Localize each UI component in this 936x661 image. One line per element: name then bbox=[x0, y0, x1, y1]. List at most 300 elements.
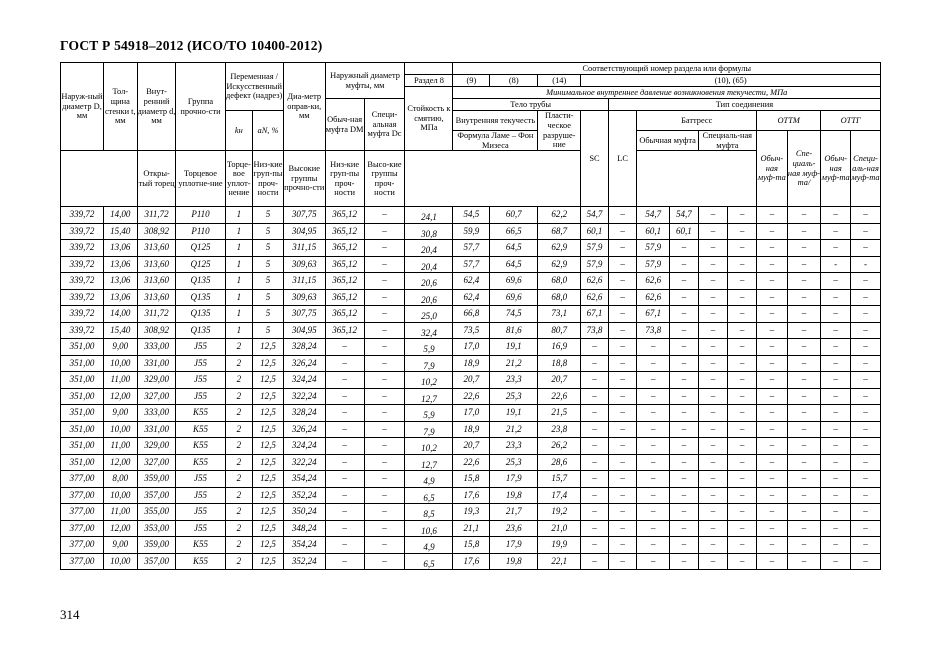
table-cell: 73,8 bbox=[581, 322, 609, 339]
table-row bbox=[61, 273, 881, 290]
table-cell: – bbox=[698, 454, 728, 471]
table-cell: 15,7 bbox=[538, 471, 581, 488]
table-cell: – bbox=[851, 405, 881, 422]
table-cell: – bbox=[851, 306, 881, 323]
table-cell: 329,00 bbox=[137, 438, 176, 455]
table-cell: 68,0 bbox=[538, 289, 581, 306]
table-cell: 331,00 bbox=[137, 421, 176, 438]
table-cell: 350,24 bbox=[283, 504, 325, 521]
table-cell: – bbox=[821, 240, 851, 257]
table-cell: 20,6 bbox=[405, 289, 453, 306]
table-cell: 5,9 bbox=[405, 405, 453, 422]
table-cell: – bbox=[698, 438, 728, 455]
table-cell: – bbox=[364, 322, 405, 339]
table-cell: – bbox=[787, 355, 821, 372]
table-cell: 18,9 bbox=[453, 355, 490, 372]
table-cell: – bbox=[698, 520, 728, 537]
table-cell: 5 bbox=[253, 289, 284, 306]
table-cell: 22,1 bbox=[538, 553, 581, 570]
table-cell: 62,4 bbox=[453, 273, 490, 290]
table-cell: 64,5 bbox=[490, 240, 538, 257]
table-cell: – bbox=[698, 372, 728, 389]
table-cell: 11,00 bbox=[103, 504, 137, 521]
table-cell: – bbox=[608, 306, 637, 323]
table-row bbox=[61, 355, 881, 372]
table-cell: 351,00 bbox=[61, 388, 104, 405]
table-cell: – bbox=[728, 273, 757, 290]
table-cell: 12,00 bbox=[103, 454, 137, 471]
table-cell: 351,00 bbox=[61, 454, 104, 471]
table-cell: 62,9 bbox=[538, 256, 581, 273]
table-row bbox=[61, 207, 881, 224]
table-cell: 15,8 bbox=[453, 471, 490, 488]
lame-mises: Формула Ламе – Фон Мизеса bbox=[453, 131, 538, 151]
table-cell: – bbox=[756, 421, 787, 438]
table-cell: 62,6 bbox=[637, 273, 670, 290]
table-cell: – bbox=[581, 388, 609, 405]
table-cell: – bbox=[364, 256, 405, 273]
table-cell: 327,00 bbox=[137, 454, 176, 471]
table-cell: 12,5 bbox=[253, 454, 284, 471]
table-cell: – bbox=[821, 223, 851, 240]
table-cell: K55 bbox=[176, 553, 225, 570]
table-cell: – bbox=[364, 306, 405, 323]
table-cell: J55 bbox=[176, 504, 225, 521]
table-cell: – bbox=[821, 306, 851, 323]
table-cell: – bbox=[821, 273, 851, 290]
table-row bbox=[61, 256, 881, 273]
col-coupling-od: Наружный диаметр муфты, мм bbox=[325, 63, 405, 99]
table-row bbox=[61, 240, 881, 257]
table-cell: 57,7 bbox=[453, 240, 490, 257]
table-cell: – bbox=[364, 520, 405, 537]
table-cell: 1 bbox=[225, 223, 253, 240]
ref-9: (9) bbox=[453, 75, 490, 87]
document-title: ГОСТ Р 54918–2012 (ИСО/ТО 10400-2012) bbox=[60, 38, 323, 53]
table-cell: 21,0 bbox=[538, 520, 581, 537]
table-cell: – bbox=[851, 207, 881, 224]
table-cell: – bbox=[756, 273, 787, 290]
table-cell: – bbox=[364, 405, 405, 422]
table-cell: – bbox=[851, 273, 881, 290]
table-cell: – bbox=[581, 520, 609, 537]
table-row bbox=[61, 289, 881, 306]
ottg-regular: Обыч-ная муф-та bbox=[821, 131, 851, 207]
table-cell: 327,00 bbox=[137, 388, 176, 405]
table-cell: – bbox=[325, 405, 364, 422]
table-cell: 68,0 bbox=[538, 273, 581, 290]
table-cell: – bbox=[608, 471, 637, 488]
table-cell: 32,4 bbox=[405, 322, 453, 339]
table-cell: – bbox=[670, 355, 699, 372]
table-cell: – bbox=[698, 355, 728, 372]
table-cell: – bbox=[608, 504, 637, 521]
table-cell: – bbox=[637, 553, 670, 570]
col-formula-ref: Соответствующий номер раздела или формулы bbox=[453, 63, 881, 75]
table-cell: – bbox=[698, 537, 728, 554]
table-cell: – bbox=[851, 322, 881, 339]
table-cell: 5 bbox=[253, 322, 284, 339]
table-cell: 351,00 bbox=[61, 339, 104, 356]
table-cell: 69,6 bbox=[490, 289, 538, 306]
table-cell: – bbox=[364, 454, 405, 471]
table-cell: – bbox=[787, 388, 821, 405]
table-cell: 19,9 bbox=[538, 537, 581, 554]
table-cell: K55 bbox=[176, 405, 225, 422]
table-cell: 62,6 bbox=[637, 289, 670, 306]
table-cell: – bbox=[728, 471, 757, 488]
table-cell: 351,00 bbox=[61, 355, 104, 372]
table-cell: – bbox=[670, 256, 699, 273]
table-cell: – bbox=[325, 339, 364, 356]
table-cell: 12,5 bbox=[253, 487, 284, 504]
table-cell: – bbox=[787, 405, 821, 422]
table-cell: – bbox=[821, 405, 851, 422]
table-cell: – bbox=[756, 223, 787, 240]
table-cell: – bbox=[728, 421, 757, 438]
table-cell: – bbox=[698, 223, 728, 240]
table-cell: 5,9 bbox=[405, 339, 453, 356]
table-cell: – bbox=[364, 207, 405, 224]
table-cell: – bbox=[608, 487, 637, 504]
table-cell: – bbox=[608, 207, 637, 224]
table-cell: – bbox=[364, 537, 405, 554]
table-cell: – bbox=[581, 421, 609, 438]
table-cell: 12,5 bbox=[253, 537, 284, 554]
table-cell: – bbox=[364, 438, 405, 455]
table-row bbox=[61, 438, 881, 455]
table-cell: 355,00 bbox=[137, 504, 176, 521]
table-cell: 2 bbox=[225, 504, 253, 521]
col-sc: SC bbox=[581, 111, 609, 207]
col-grade: Группа прочно-сти bbox=[176, 63, 225, 151]
table-cell: – bbox=[581, 487, 609, 504]
table-cell: – bbox=[581, 504, 609, 521]
table-cell: 339,72 bbox=[61, 207, 104, 224]
table-cell: 62,9 bbox=[538, 240, 581, 257]
table-cell: – bbox=[637, 471, 670, 488]
table-cell: 12,00 bbox=[103, 388, 137, 405]
table-cell: 12,5 bbox=[253, 421, 284, 438]
table-cell: 60,1 bbox=[670, 223, 699, 240]
table-cell: 311,15 bbox=[283, 240, 325, 257]
table-cell: – bbox=[325, 372, 364, 389]
table-cell: 57,9 bbox=[581, 240, 609, 257]
table-cell: – bbox=[670, 405, 699, 422]
table-cell: 12,00 bbox=[103, 520, 137, 537]
ottm-regular: Обыч-ная муф-та bbox=[756, 131, 787, 207]
table-cell: 308,92 bbox=[137, 223, 176, 240]
table-cell: 7,9 bbox=[405, 355, 453, 372]
table-cell: - bbox=[821, 256, 851, 273]
table-cell: – bbox=[670, 421, 699, 438]
table-cell: – bbox=[325, 471, 364, 488]
table-cell: – bbox=[787, 256, 821, 273]
col-btr-low: Низ-кие груп-пы проч-ности bbox=[253, 151, 284, 207]
table-cell: 2 bbox=[225, 537, 253, 554]
table-cell: J55 bbox=[176, 372, 225, 389]
table-cell: 12,5 bbox=[253, 553, 284, 570]
table-cell: – bbox=[728, 537, 757, 554]
table-cell: – bbox=[608, 421, 637, 438]
table-cell: 14,00 bbox=[103, 306, 137, 323]
table-cell: – bbox=[364, 471, 405, 488]
table-cell: – bbox=[581, 537, 609, 554]
table-cell: 17,6 bbox=[453, 487, 490, 504]
table-cell: 12,5 bbox=[253, 355, 284, 372]
table-cell: – bbox=[756, 438, 787, 455]
table-cell: – bbox=[698, 388, 728, 405]
table-cell: – bbox=[637, 372, 670, 389]
table-cell: – bbox=[851, 438, 881, 455]
table-cell: 4,9 bbox=[405, 471, 453, 488]
table-cell: – bbox=[728, 438, 757, 455]
table-cell: Q125 bbox=[176, 240, 225, 257]
table-cell: – bbox=[698, 207, 728, 224]
table-cell: 377,00 bbox=[61, 471, 104, 488]
table-cell: 311,72 bbox=[137, 306, 176, 323]
table-cell: 352,24 bbox=[283, 487, 325, 504]
table-cell: Q135 bbox=[176, 273, 225, 290]
table-cell: 351,00 bbox=[61, 372, 104, 389]
table-cell: – bbox=[851, 223, 881, 240]
table-cell: – bbox=[670, 454, 699, 471]
table-cell: 354,24 bbox=[283, 537, 325, 554]
table-cell: 313,60 bbox=[137, 273, 176, 290]
table-cell: 21,7 bbox=[490, 504, 538, 521]
table-cell: 16,9 bbox=[538, 339, 581, 356]
table-cell: J55 bbox=[176, 355, 225, 372]
table-cell: 62,2 bbox=[538, 207, 581, 224]
table-cell: 365,12 bbox=[325, 322, 364, 339]
table-cell: – bbox=[608, 339, 637, 356]
table-cell: – bbox=[637, 520, 670, 537]
table-cell: 377,00 bbox=[61, 553, 104, 570]
col-an: aN, % bbox=[253, 111, 284, 151]
table-cell: 2 bbox=[225, 438, 253, 455]
table-cell: 19,3 bbox=[453, 504, 490, 521]
table-cell: 331,00 bbox=[137, 355, 176, 372]
table-cell: – bbox=[851, 289, 881, 306]
table-cell: 9,00 bbox=[103, 537, 137, 554]
table-cell: – bbox=[728, 339, 757, 356]
table-cell: – bbox=[787, 520, 821, 537]
table-row bbox=[61, 306, 881, 323]
table-cell: 309,63 bbox=[283, 289, 325, 306]
table-cell: 28,6 bbox=[538, 454, 581, 471]
table-cell: – bbox=[637, 504, 670, 521]
col-btr-high: Высокие группы прочно-сти bbox=[283, 151, 325, 207]
table-cell: 2 bbox=[225, 405, 253, 422]
table-cell: – bbox=[608, 372, 637, 389]
table-cell: – bbox=[787, 223, 821, 240]
table-cell: – bbox=[698, 471, 728, 488]
table-cell: – bbox=[821, 421, 851, 438]
table-cell: 1 bbox=[225, 240, 253, 257]
table-cell: 2 bbox=[225, 487, 253, 504]
table-cell: – bbox=[608, 388, 637, 405]
table-cell: – bbox=[728, 223, 757, 240]
table-cell: 1 bbox=[225, 207, 253, 224]
table-header bbox=[61, 63, 881, 207]
table-cell: 12,5 bbox=[253, 372, 284, 389]
table-cell: – bbox=[698, 339, 728, 356]
table-cell: – bbox=[670, 322, 699, 339]
table-cell: 324,24 bbox=[283, 438, 325, 455]
table-cell: – bbox=[698, 240, 728, 257]
table-cell: – bbox=[608, 256, 637, 273]
pressure-table bbox=[60, 62, 881, 570]
table-cell: 81,6 bbox=[490, 322, 538, 339]
table-cell: – bbox=[670, 487, 699, 504]
table-cell: – bbox=[821, 372, 851, 389]
table-cell: 8,00 bbox=[103, 471, 137, 488]
table-cell: – bbox=[364, 421, 405, 438]
table-cell: 11,00 bbox=[103, 438, 137, 455]
table-cell: – bbox=[728, 256, 757, 273]
table-cell: – bbox=[787, 207, 821, 224]
table-cell: – bbox=[728, 553, 757, 570]
table-cell: J55 bbox=[176, 388, 225, 405]
table-row bbox=[61, 520, 881, 537]
table-cell: 19,1 bbox=[490, 405, 538, 422]
table-cell: – bbox=[325, 438, 364, 455]
table-cell: 19,1 bbox=[490, 339, 538, 356]
table-cell: 311,15 bbox=[283, 273, 325, 290]
col-collapse: Стойкость к смятию, МПа bbox=[405, 87, 453, 151]
table-cell: – bbox=[608, 438, 637, 455]
table-cell: – bbox=[851, 553, 881, 570]
table-cell: 377,00 bbox=[61, 487, 104, 504]
table-cell: 12,5 bbox=[253, 339, 284, 356]
table-row bbox=[61, 223, 881, 240]
table-cell: 10,00 bbox=[103, 487, 137, 504]
col-inner-diameter: Внут-ренний диаметр d, мм bbox=[137, 63, 176, 151]
table-cell: – bbox=[728, 355, 757, 372]
table-cell: 25,0 bbox=[405, 306, 453, 323]
table-row bbox=[61, 553, 881, 570]
table-cell: 348,24 bbox=[283, 520, 325, 537]
ottm-special: Спе-циаль-ная муф-та/ bbox=[787, 131, 821, 207]
table-cell: 21,5 bbox=[538, 405, 581, 422]
table-cell: 6,5 bbox=[405, 487, 453, 504]
table-cell: 377,00 bbox=[61, 504, 104, 521]
table-cell: – bbox=[364, 553, 405, 570]
table-cell: J55 bbox=[176, 339, 225, 356]
table-cell: 59,9 bbox=[453, 223, 490, 240]
table-cell: 12,7 bbox=[405, 454, 453, 471]
table-cell: – bbox=[608, 240, 637, 257]
table-cell: – bbox=[787, 306, 821, 323]
table-cell: – bbox=[637, 487, 670, 504]
table-cell: 9,00 bbox=[103, 405, 137, 422]
table-cell: 22,6 bbox=[538, 388, 581, 405]
table-cell: 54,7 bbox=[581, 207, 609, 224]
table-row bbox=[61, 388, 881, 405]
table-cell: – bbox=[698, 553, 728, 570]
table-cell: 322,24 bbox=[283, 388, 325, 405]
table-cell: 12,5 bbox=[253, 520, 284, 537]
table-cell: 25,3 bbox=[490, 454, 538, 471]
table-cell: 339,72 bbox=[61, 273, 104, 290]
table-cell: – bbox=[698, 306, 728, 323]
table-cell: – bbox=[851, 504, 881, 521]
table-cell: 12,5 bbox=[253, 471, 284, 488]
table-cell: 365,12 bbox=[325, 289, 364, 306]
table-cell: 13,06 bbox=[103, 256, 137, 273]
table-cell: 17,9 bbox=[490, 537, 538, 554]
inner-yield: Внутренняя текучесть bbox=[453, 111, 538, 131]
table-cell: 10,00 bbox=[103, 553, 137, 570]
table-cell: 309,63 bbox=[283, 256, 325, 273]
table-cell: 20,4 bbox=[405, 240, 453, 257]
table-cell: – bbox=[821, 553, 851, 570]
table-cell: 2 bbox=[225, 520, 253, 537]
col-drift: Диа-метр оправ-ки, мм bbox=[283, 63, 325, 151]
table-cell: – bbox=[637, 454, 670, 471]
table-cell: – bbox=[728, 372, 757, 389]
table-cell: – bbox=[756, 471, 787, 488]
table-cell: 21,2 bbox=[490, 421, 538, 438]
table-cell: 20,7 bbox=[538, 372, 581, 389]
table-cell: 359,00 bbox=[137, 471, 176, 488]
ottg-special: Специ-аль-ная муф-та bbox=[851, 131, 881, 207]
table-cell: 25,3 bbox=[490, 388, 538, 405]
table-cell: – bbox=[325, 504, 364, 521]
table-cell: – bbox=[787, 421, 821, 438]
table-cell: Q135 bbox=[176, 322, 225, 339]
table-row bbox=[61, 405, 881, 422]
table-cell: – bbox=[608, 322, 637, 339]
table-cell: K55 bbox=[176, 454, 225, 471]
table-cell: 62,4 bbox=[453, 289, 490, 306]
table-cell: 365,12 bbox=[325, 240, 364, 257]
table-cell: – bbox=[581, 438, 609, 455]
table-cell: 12,5 bbox=[253, 388, 284, 405]
table-cell: – bbox=[581, 372, 609, 389]
table-cell: 73,5 bbox=[453, 322, 490, 339]
table-cell: 1 bbox=[225, 256, 253, 273]
table-cell: – bbox=[581, 454, 609, 471]
table-cell: 23,3 bbox=[490, 372, 538, 389]
table-cell: – bbox=[670, 339, 699, 356]
table-cell: 339,72 bbox=[61, 322, 104, 339]
table-cell: 324,24 bbox=[283, 372, 325, 389]
table-cell: – bbox=[821, 454, 851, 471]
table-cell: 339,72 bbox=[61, 240, 104, 257]
table-cell: – bbox=[851, 372, 881, 389]
table-cell: 12,5 bbox=[253, 405, 284, 422]
table-cell: 73,1 bbox=[538, 306, 581, 323]
table-cell: 23,6 bbox=[490, 520, 538, 537]
table-cell: 22,6 bbox=[453, 454, 490, 471]
table-cell: 4,9 bbox=[405, 537, 453, 554]
table-cell: 353,00 bbox=[137, 520, 176, 537]
table-cell: 54,7 bbox=[670, 207, 699, 224]
table-cell: J55 bbox=[176, 471, 225, 488]
table-cell: 377,00 bbox=[61, 520, 104, 537]
table-cell: 17,4 bbox=[538, 487, 581, 504]
table-row bbox=[61, 537, 881, 554]
table-cell: – bbox=[608, 520, 637, 537]
table-cell: 1 bbox=[225, 273, 253, 290]
table-cell: – bbox=[821, 520, 851, 537]
pipe-body: Тело трубы bbox=[453, 99, 608, 111]
table-cell: – bbox=[756, 322, 787, 339]
table-cell: 57,9 bbox=[581, 256, 609, 273]
table-cell: 357,00 bbox=[137, 553, 176, 570]
table-cell: 14,00 bbox=[103, 207, 137, 224]
